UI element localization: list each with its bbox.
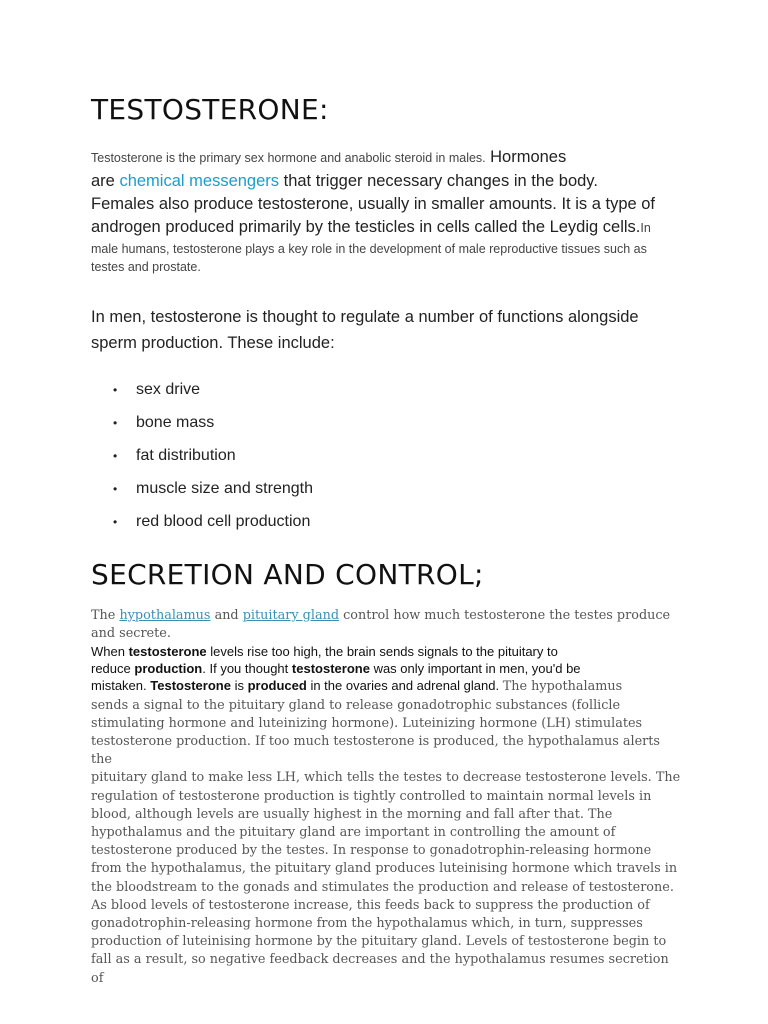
lead-line: In men, testosterone is thought to regulate a number of functions alongside xyxy=(91,308,639,326)
body-line: pituitary gland to make less LH, which tells the testes to decrease testosterone levels. The xyxy=(91,770,681,786)
body-line: production of luteinising hormone by the pituitary gland. Levels of testosterone begin to xyxy=(91,934,667,950)
body-line: fall as a result, so negative feedback decreases and the hypothalamus resumes secretion of xyxy=(91,952,669,986)
intro-text: androgen produced primarily by the testicles in cells called the Leydig cells. xyxy=(91,218,641,236)
chemical-messengers-link[interactable]: chemical messengers xyxy=(119,172,280,190)
pituitary-gland-link[interactable]: pituitary gland xyxy=(242,608,340,623)
bullet-icon: • xyxy=(113,482,118,496)
intro-text: male humans, testosterone plays a key role in the development of male reproductive tissues such as xyxy=(91,242,647,256)
bullet-icon: • xyxy=(113,449,118,463)
intro-paragraph xyxy=(91,146,681,276)
secretion-body xyxy=(91,697,681,988)
intro-text: are xyxy=(91,172,115,190)
body-line: sends a signal to the pituitary gland to release gonadotrophic substances (follicle xyxy=(91,697,621,713)
secretion-mixed-text: When testosterone levels rise too high, the brain sends signals to the pituitary to reduce production. If you thought testosterone was only important in men, you'd be mistaken. Testosterone is produced in the ovaries and adrenal gland. The hypothalamus xyxy=(91,644,623,695)
body-line: testosterone production. If too much testosterone is produced, the hypothalamus alerts the xyxy=(91,734,660,768)
body-line: blood, although levels are usually highest in the morning and fall after that. The xyxy=(91,806,613,822)
intro-text: Hormones xyxy=(490,148,567,166)
intro-text: Testosterone is the primary sex hormone and anabolic steroid in males. xyxy=(91,151,486,165)
functions-list xyxy=(91,382,681,547)
body-line: the bloodstream to the gonads and stimulates the production and release of testosterone. xyxy=(91,879,674,895)
page-title: TESTOSTERONE: xyxy=(91,93,329,126)
body-line: As blood levels of testosterone increase, this feeds back to suppress the production of xyxy=(91,897,650,913)
body-line: hypothalamus and the pituitary gland are important in controlling the amount of xyxy=(91,825,616,841)
intro-text: that trigger necessary changes in the body. xyxy=(283,172,598,190)
body-line: stimulating hormone and luteinizing hormone). Luteinizing hormone (LH) stimulates xyxy=(91,715,643,731)
bullet-icon: • xyxy=(113,515,118,529)
intro-text: In xyxy=(640,221,651,235)
list-item: • sex drive xyxy=(113,381,201,398)
bullet-icon: • xyxy=(113,416,118,430)
body-line: gonadotrophin-releasing hormone from the hypothalamus which, in turn, suppresses xyxy=(91,916,643,932)
list-item: • red blood cell production xyxy=(113,513,311,530)
body-line: testosterone produced by the testes. In response to gonadotrophin-releasing hormone xyxy=(91,843,652,859)
section-heading: SECRETION AND CONTROL; xyxy=(91,558,484,591)
hypothalamus-link[interactable]: hypothalamus xyxy=(119,608,211,623)
body-line: from the hypothalamus, the pituitary gland produces luteinising hormone which travels in xyxy=(91,861,678,877)
intro-text: testes and prostate. xyxy=(91,260,201,274)
list-item: • fat distribution xyxy=(113,447,236,464)
list-item: • muscle size and strength xyxy=(113,480,313,497)
functions-lead xyxy=(91,304,681,356)
secretion-paragraph: The hypothalamus and pituitary gland control how much testosterone the testes produce and secrete. xyxy=(91,608,671,642)
list-item: • bone mass xyxy=(113,414,215,431)
document-body xyxy=(91,92,681,988)
body-line: regulation of testosterone production is tightly controlled to maintain normal levels in xyxy=(91,788,652,804)
intro-text: Females also produce testosterone, usually in smaller amounts. It is a type of xyxy=(91,195,656,213)
bullet-icon: • xyxy=(113,383,118,397)
lead-line: sperm production. These include: xyxy=(91,334,335,352)
